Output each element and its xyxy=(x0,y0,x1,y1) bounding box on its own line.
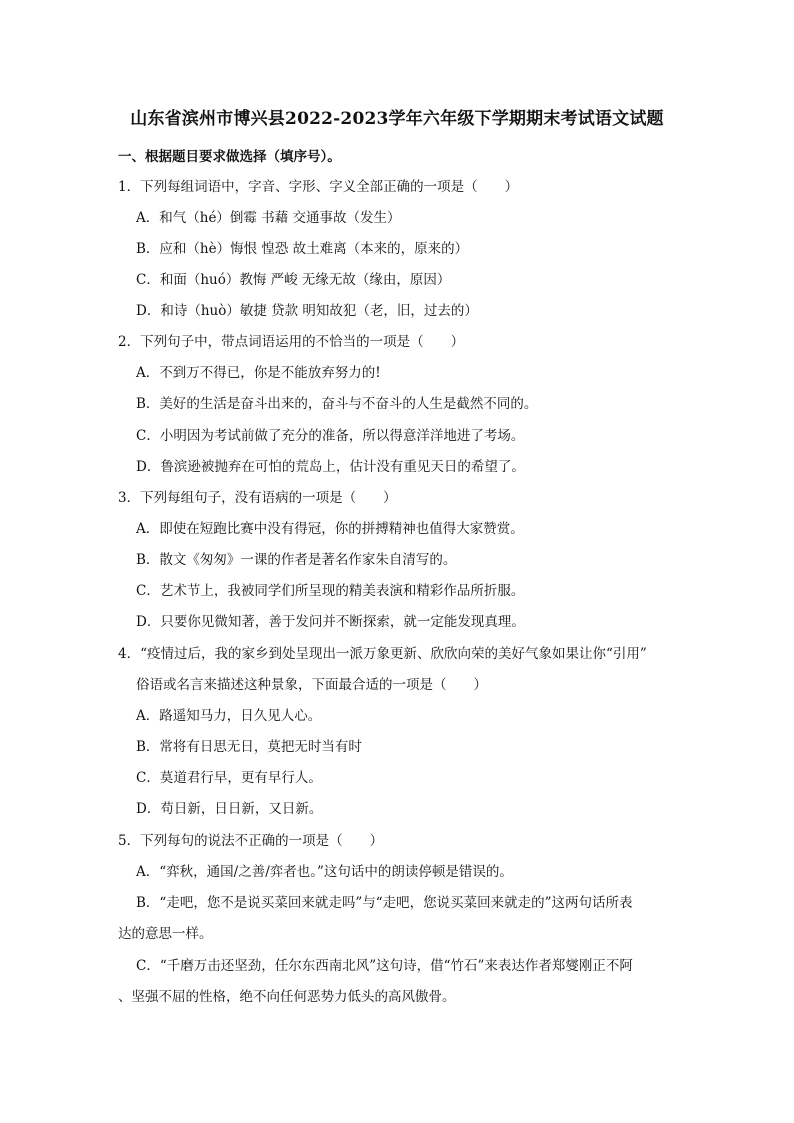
question-4-stem-continued: 俗语或名言来描述这种景象，下面最合适的一项是（ ） xyxy=(136,677,487,693)
page-title: 山东省滨州市博兴县2022-2023学年六年级下学期期末考试语文试题 xyxy=(130,109,664,129)
question-5-option-c: C．“千磨万击还坚劲，任尔东西南北风”这句诗，借“竹石”来表达作者郑燮刚正不阿 xyxy=(136,958,633,974)
question-3-option-a: A．即使在短跑比赛中没有得冠，你的拼搏精神也值得大家赞赏。 xyxy=(136,521,524,537)
question-2-stem: 2．下列句子中，带点词语运用的不恰当的一项是（ ） xyxy=(118,334,465,350)
question-1-option-b: B．应和（hè）悔恨 惶恐 故土难离（本来的，原来的） xyxy=(136,241,469,257)
question-2-option-a: A．不到万不得已，你是不能放弃努力的! xyxy=(136,365,381,381)
question-4-option-d: D．苟日新，日日新，又日新。 xyxy=(136,801,323,817)
question-1-stem: 1．下列每组词语中，字音、字形、字义全部正确的一项是（ ） xyxy=(118,179,519,195)
question-2-option-b: B．美好的生活是奋斗出来的，奋斗与不奋斗的人生是截然不同的。 xyxy=(136,396,538,412)
question-1-option-c: C．和面（huó）教悔 严峻 无缘无故（缘由，原因） xyxy=(136,272,451,288)
question-5-option-b: B．“走吧，您不是说买菜回来就走吗”与“走吧，您说买菜回来就走的”这两句话所表 xyxy=(136,895,633,911)
question-5-option-a: A．“弈秋，通国/之善/弈者也。”这句话中的朗读停顿是错误的。 xyxy=(136,864,513,880)
question-3-option-c: C．艺术节上，我被同学们所呈现的精美表演和精彩作品所折服。 xyxy=(136,583,525,599)
question-2-option-c: C．小明因为考试前做了充分的准备，所以得意洋洋地进了考场。 xyxy=(136,428,525,444)
question-3-stem: 3．下列每组句子，没有语病的一项是（ ） xyxy=(118,490,397,506)
question-4-stem: 4．“疫情过后，我的家乡到处呈现出一派万象更新、欣欣向荣的美好气象如果让你“引用” xyxy=(118,646,647,662)
question-3-option-d: D．只要你见微知著，善于发问并不断探索，就一定能发现真理。 xyxy=(136,614,525,630)
question-1-option-d: D．和诗（huò）敏捷 贷款 明知故犯（老，旧，过去的） xyxy=(136,303,478,319)
question-1-option-a: A．和气（hé）倒霉 书藉 交通事故（发生） xyxy=(136,210,401,226)
question-2-option-d: D．鲁滨逊被抛弃在可怕的荒岛上，估计没有重见天日的希望了。 xyxy=(136,459,525,475)
question-4-option-c: C．莫道君行早，更有早行人。 xyxy=(136,770,322,786)
question-5-option-b-continued: 达的意思一样。 xyxy=(118,926,213,942)
question-3-option-b: B．散文《匆匆》一课的作者是著名作家朱自清写的。 xyxy=(136,552,457,568)
section-heading: 一、根据题目要求做选择（填序号）。 xyxy=(118,149,341,165)
question-5-stem: 5．下列每句的说法不正确的一项是（ ） xyxy=(118,833,384,849)
question-5-option-c-continued: 、坚强不屈的性格，绝不向任何恶势力低头的高风傲骨。 xyxy=(118,989,456,1005)
question-4-option-a: A．路遥知马力，日久见人心。 xyxy=(136,708,322,724)
question-4-option-b: B．常将有日思无日，莫把无时当有时 xyxy=(136,739,362,755)
